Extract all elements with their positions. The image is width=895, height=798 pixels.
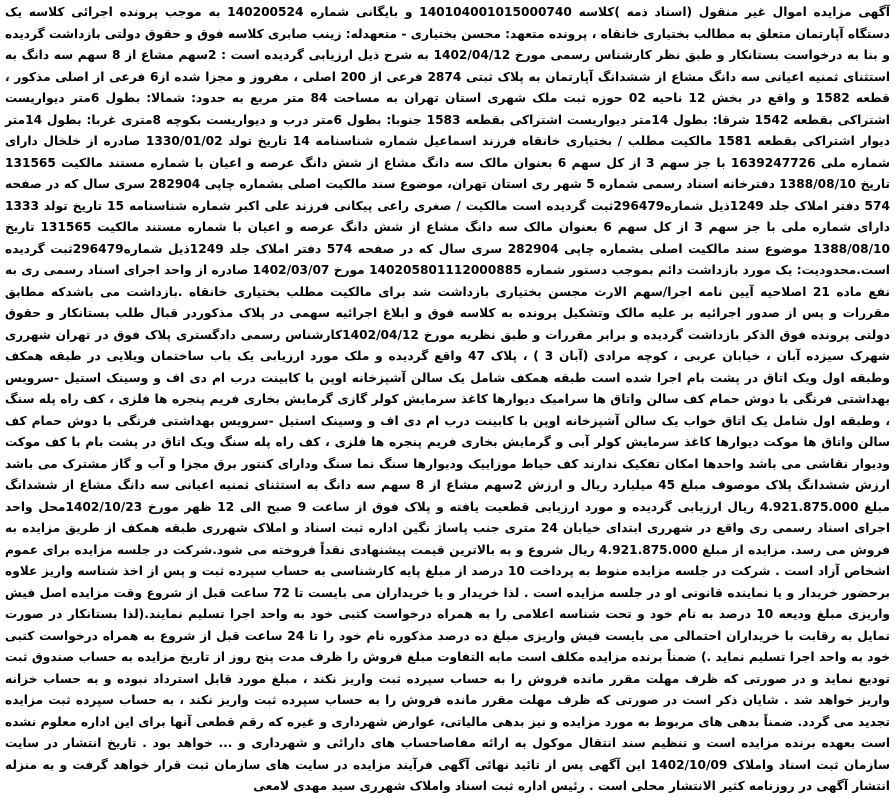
auction-notice-text: آگهی مزایده اموال غیر منقول (اسناد ذمه )کلاسه 140104001015000740 و بایگانی شماره 140200524 به موجب پرونده اجرائی کلاسه یک دستگاه آپارتمان متعلق به مطالب بختیاری خانقاه ، پرونده متعهد: محسن بختیاری - متعهدله: زینب صابری کلاسه فوق و حقوق دولتی بازداشت گردیده و بنا به درخواست بستانکار و طبق نظر کارشناس رسمی مورخ 1402/04/12 به شرح ذیل ارزیابی گردیده است : 2سهم مشاع از 8 سهم سه دانگ به استثنای ثمنیه اعیانی سه دانگ مشاع از ششدانگ آپارتمان به پلاک ثبتی 2874 فرعی از 200 اصلی ، مفروز و مجزا شده از6 فرعی از اصلی مذکور ، قطعه 1582 و واقع در بخش 12 ناحیه 02 حوزه ثبت ملک شهری استان تهران به مساحت 84 متر مربع به حدود: شمالا: بطول 6متر دیواریست اشتراکی بقطعه 1542 شرقا: بطول 14متر دیواریست اشتراکی بقطعه 1583 جنوبا: بطول 6متر درب و دیواریست بکوچه 8متری غربا: بطول 14متر دیوار اشتراکی بقطعه 1581 مالکیت مطلب / بختیاری خانقاه فرزند اسماعیل شماره شناسنامه 14 تاریخ تولد 1330/01/02 صادره از خلخال دارای شماره ملی 1639247726 با جز سهم 3 از کل سهم 6 بعنوان مالک سه دانگ مشاع از شش دانگ عرصه و اعیان با شماره مستند مالکیت 131565 تاریخ 1388/08/10 دفترخانه اسناد رسمی شماره 5 شهر ری استان تهران، موضوع سند مالکیت اصلی بشماره چاپی 282904 سری سال که در صفحه 574 دفتر املاک جلد 1249ذیل شماره296479ثبت گردیده است مالکیت / صغری راعی پیکانی فرزند علی اکبر شماره شناسنامه 15 تاریخ تولد 1333 دارای شماره ملی با جز سهم 3 از کل سهم 6 بعنوان مالک سه دانگ مشاع از شش دانگ عرصه و اعیان با شماره مستند مالکیت 131565 تاریخ 1388/08/10 موضوع سند مالکیت اصلی بشماره چاپی 282904 سری سال که در صفحه 574 دفتر املاک جلد 1249ذیل شماره296479ثبت گردیده است.محدودیت: یک مورد بازداشت دائم بموجب دستور شماره 140205801112000885 مورخ 1402/03/07 صادره از واحد اجرای اسناد رسمی ری به نفع ماده 21 اصلاحیه آیین نامه اجرا/سهم الارث مجسن بختیاری بازداشت شد برای مالکیت مطلب بختیاری خانقاه .بازداشت می باشدکه مطابق مقررات و پس از صدور اجرائیه بر علیه مالک وتشکیل پرونده به کلاسه فوق و ابلاغ اجرائیه سهمی در پلاک مذکوردر قبال طلب بستانکار و حقوق دولتی پرونده فوق الذکر بازداشت گردیده و برابر مقررات و طبق نظریه مورخ 1402/04/12کارشناس رسمی دادگستری پلاک فوق در تهران شهرری شهرک سیزده آبان ، خیابان عربی ، کوچه مرادی (آبان 3 ) ، پلاک 47 واقع گردیده و ملک مورد ارزیابی یک باب ساختمان ویلایی در طبقه همکف وطبقه اول ویک اتاق در پشت بام اجرا شده است طبقه همکف شامل یک سالن آشپزخانه اوپن با کابینت درب ام دی اف و وسینک استیل -سرویس بهداشتی فرنگی با دوش حمام کف سالن واتاق ها سرامیک دیوارها کاغذ سرمایش کولر گازی گرمایش بخاری فریم پنجره ها فلزی ، کف راه پله سنگ ، وطبقه اول شامل یک اتاق خواب یک سالن آشپزخانه اوپن با کابینت درب ام دی اف و وسینک استیل -سرویس بهداشتی فرنگی با دوش حمام کف سالن واتاق ها موکت دیوارها کاغذ سرمایش کولر آبی و گرمایش بخاری فریم پنجره ها فلزی ، کف راه پله سنگ ویک اتاق در پشت بام با کف موکت ودیوار نقاشی می باشد واحدها امکان تفکیک ندارند کف حیاط موزاییک ودیوارها سنگ نما سنگ ودارای کنتور برق مجزا و آب و گاز مشترک می باشد ارزش ششدانگ پلاک موصوف مبلغ 45 میلیارد ریال و ارزش 2سهم مشاع از 8 سهم سه دانگ به استثنای ثمنیه اعیانی سه دانگ مشاع از ششدانگ مبلغ 4.921.875.000 ریال ارزیابی گردیده و مورد ارزیابی قطعیت یافته و پلاک فوق از ساعت 9 صبح الی 12 ظهر مورخ 1402/10/23محل واحد اجرای اسناد رسمی ری واقع در شهرری ابتدای خیابان 24 متری جنب پاساژ نگین اداره ثبت اسناد و املاک شهرری طبقه همکف از طریق مزایده به فروش می رسد. مزایده از مبلغ 4.921.875.000 ریال شروع و به بالاترین قیمت پیشنهادی نقداً فروخته می شود.شرکت در جلسه مزایده برای عموم اشخاص آزاد است . شرکت در جلسه مزایده منوط به پرداخت 10 درصد از مبلغ پایه کارشناسی به حساب سپرده ثبت و پس از اخذ شناسه واریز علاوه برحضور خریدار و یا نماینده قانونی او در جلسه مزایده است . لذا خریدار و یا خریداران می بایست تا 72 ساعت قبل از شروع وقت مزایده اصل فیش واریزی مبلغ ودیعه 10 درصد به نام خود و تحت شناسه اعلامی را به همراه درخواست کتبی خود به واحد اجرا تسلیم نمایند.(لذا بستانکار در صورت تمایل به رقابت با خریداران احتمالی می بایست فیش واریزی مبلغ ده درصد مذکوره نام خود را تا 24 ساعت قبل از شروع به همراه درخواست کتبی خود به واحد اجرا تسلیم نماید .) ضمناً برنده مزایده مکلف است مابه التفاوت مبلغ فروش را ظرف مدت پنج روز از تاریخ مزایده به حساب صندوق ثبت تودیع نماید و در صورتی که ظرف مهلت مقرر مانده فروش را به حساب سپرده ثبت واریز نکند ، مبلغ مورد قابل استرداد نبوده و به حساب خزانه واریز خواهد شد . شایان ذکر است در صورتی که ظرف مهلت مقرر مانده فروش را به حساب سپرده ثبت واریز نکند ، به حساب سپرده ثبت مزایده تجدید می گردد. ضمناً بدهی های مربوط به مورد مزایده و نیز بدهی مالیاتی، عوارض شهرداری و غیره که رقم قطعی آنها برای این اداره معلوم نشده است بعهده برنده مزایده است و تنظیم سند انتقال موکول به ارائه مفاصاحساب های دارائی و شهرداری و ... خواهد بود . تاریخ انتشار در سایت سازمان ثبت اسناد واملاک 1402/10/09 این آگهی پس از تائید نهائی آگهی فرآیند مزایده در سایت های سازمان ثبت قرار خواهد گرفت و به منزله انتشار آگهی در روزنامه کثیر الانتشار محلی است . رئیس اداره ثبت اسناد واملاک شهرری سید مهدی لامعی	[5, 5, 891, 793]
